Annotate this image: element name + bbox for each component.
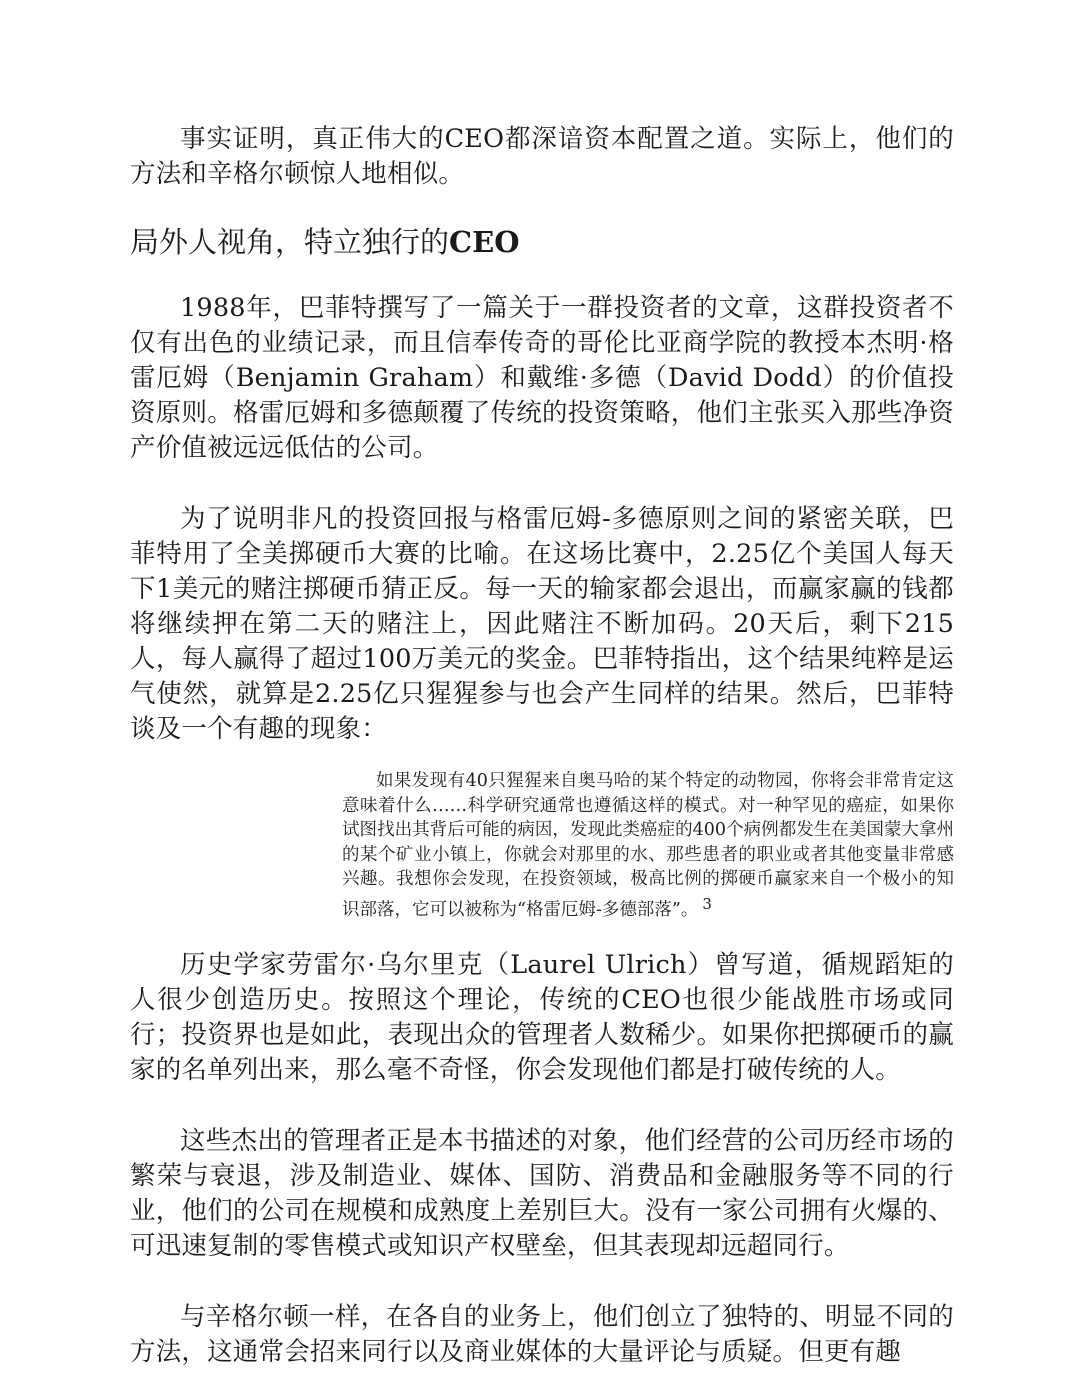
paragraph-buffett-article: 1988年，巴菲特撰写了一篇关于一群投资者的文章，这群投资者不仅有出色的业绩记录，而且信奉传奇的哥伦比亚商学院的教授本杰明·格雷厄姆（Benjamin Graham）和戴维·多德（David Dodd）的价值投资原则。格雷厄姆和多德颠覆了传统的投资策略，他们主张买入那些净资产价值被远远低估的公司。 xyxy=(130,293,954,463)
paragraph-singleton: 与辛格尔顿一样，在各自的业务上，他们创立了独特的、明显不同的方法，这通常会招来同行以及商业媒体的大量评论与质疑。但更有趣 xyxy=(130,1302,954,1367)
spacer xyxy=(130,1264,954,1300)
spacer xyxy=(130,747,954,769)
spacer xyxy=(130,922,954,948)
section-heading xyxy=(130,222,954,262)
spacer xyxy=(130,466,954,502)
paragraph-historian: 历史学家劳雷尔·乌尔里克（Laurel Ulrich）曾写道，循规蹈矩的人很少创造历史。按照这个理论，传统的CEO也很少能战胜市场或同行；投资界也是如此，表现出众的管理者人数稀少。如果你把掷硬币的赢家的名单列出来，那么毫不奇怪，你会发现他们都是打破传统的人。 xyxy=(130,950,954,1085)
spacer xyxy=(130,192,954,222)
paragraph-intro: 事实证明，真正伟大的CEO都深谙资本配置之道。实际上，他们的方法和辛格尔顿惊人地相似。 xyxy=(130,124,954,189)
paragraph-managers: 这些杰出的管理者正是本书描述的对象，他们经营的公司历经市场的繁荣与衰退，涉及制造业、媒体、国防、消费品和金融服务等不同的行业，他们的公司在规模和成熟度上差别巨大。没有一家公司拥有火爆的、可迅速复制的零售模式或知识产权壁垒，但其表现却远超同行。 xyxy=(130,1126,954,1261)
footnote-marker: 3 xyxy=(702,894,712,913)
spacer xyxy=(130,262,954,291)
spacer xyxy=(130,1088,954,1124)
heading-text: 局外人视角，特立独行的 xyxy=(130,225,450,259)
heading-bold-text: CEO xyxy=(449,225,520,259)
block-quote xyxy=(342,769,954,922)
document-page xyxy=(130,122,954,1370)
paragraph-coin-flip: 为了说明非凡的投资回报与格雷厄姆-多德原则之间的紧密关联，巴菲特用了全美掷硬币大赛的比喻。在这场比赛中，2.25亿个美国人每天下1美元的赌注掷硬币猜正反。每一天的输家都会退出，而赢家赢的钱都将继续押在第二天的赌注上，因此赌注不断加码。20天后，剩下215人，每人赢得了超过100万美元的奖金。巴菲特指出，这个结果纯粹是运气使然，就算是2.25亿只猩猩参与也会产生同样的结果。然后，巴菲特谈及一个有趣的现象： xyxy=(130,504,954,744)
quote-text: 如果发现有40只猩猩来自奥马哈的某个特定的动物园，你将会非常肯定这意味着什么……科学研究通常也遵循这样的模式。对一种罕见的癌症，如果你试图找出其背后可能的病因，发现此类癌症的400个病例都发生在美国蒙大拿州的某个矿业小镇上，你就会对那里的水、那些患者的职业或者其他变量非常感兴趣。我想你会发现，在投资领域，极高比例的掷硬币赢家来自一个极小的知识部落，它可以被称为“格雷厄姆-多德部落”。 xyxy=(342,771,954,920)
